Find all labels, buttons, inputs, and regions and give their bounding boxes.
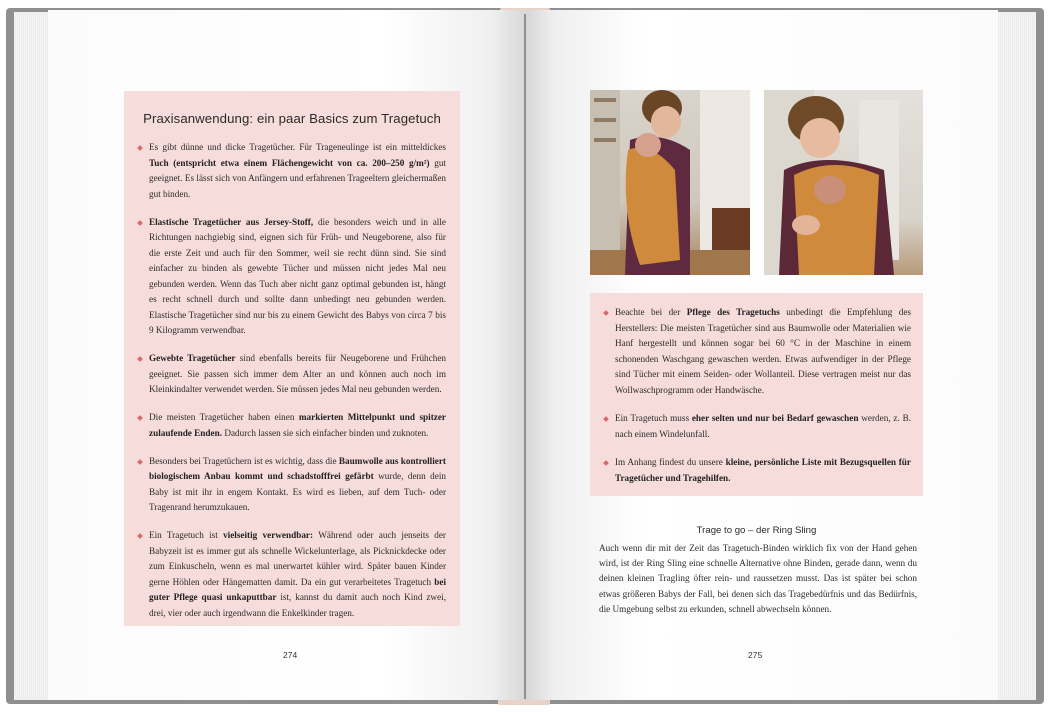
- care-box: [590, 293, 923, 496]
- text-run: unbedingt die Empfehlung des Herstellers: Die meisten Tragetücher sind aus Baumwolle oder Materialien wie Hanf hergestellt und können sogar bei 60 °C in der Maschine in einem schonenden Waschgang gewaschen werden. Etwas aufwendiger in der Pflege sind Tücher mit einem Seiden- oder Wollanteil. Diese vertragen meist nur das Wollwaschprogramm oder Handwäsche.: [615, 307, 911, 395]
- bullet-item: [138, 528, 446, 621]
- text-run: Beachte bei der: [615, 307, 687, 317]
- section-heading: Trage to go – der Ring Sling: [696, 525, 817, 536]
- bullet-item: [138, 351, 446, 398]
- page-edges-right: [996, 12, 1036, 700]
- text-run: Ein Tragetuch muss: [615, 413, 692, 423]
- text-run: Dadurch lassen sie sich einfacher binden und zuknoten.: [222, 427, 429, 438]
- text-run: Besonders bei Tragetüchern ist es wichtig, dass die: [149, 455, 339, 466]
- right-bullet-list: [604, 305, 911, 486]
- practice-box: [124, 91, 460, 626]
- text-run: werden, z. B. nach einem Windelunfall.: [615, 413, 912, 439]
- text-run: sind ebenfalls bereits für Neugeborene und Frühchen geeignet. Sie passen sich immer dem Alter an und können auch noch im Kleinkindalter verwendet werden. Sie müssen jedes Mal neu gebunden werden.: [149, 353, 446, 394]
- bullet-item: [138, 454, 446, 516]
- bold-text: Gewebte Tragetücher: [149, 353, 236, 363]
- bold-text: vielseitig verwendbar:: [223, 530, 314, 540]
- photo-2-illustration: [764, 90, 923, 275]
- bullet-item: [604, 411, 911, 442]
- bullet-item: [138, 140, 446, 202]
- bold-text: eher selten und nur bei Bedarf gewaschen: [691, 413, 859, 423]
- photo-father-carrying-baby-side: [590, 90, 750, 275]
- left-bullet-list: [138, 140, 446, 621]
- bold-text: Tuch (entspricht etwa einem Flächengewicht von ca. 200–250 g/m²): [149, 157, 430, 168]
- page-number-right: 275: [748, 650, 763, 660]
- text-run: Während oder auch jenseits der Babyzeit ist es immer gut als schnelle Wickelunterlage, als Picknickdecke oder zum Einkuscheln, wenn es mal unerwartet kühler wird. Später bauen Kinder gerne Höhlen oder Hängematten damit. Da ein gut verarbeitetes Tragetuch: [149, 530, 446, 587]
- text-run: Es gibt dünne und dicke Tragetücher. Für Trageneulinge ist ein mitteldickes: [149, 142, 446, 152]
- text-run: Ein Tragetuch ist: [149, 530, 224, 540]
- text-run: Die meisten Tragetücher haben einen: [149, 412, 299, 422]
- bullet-item: [138, 215, 446, 339]
- photo-1-illustration: [590, 90, 750, 275]
- page-number-left: 274: [283, 650, 298, 660]
- text-run: die besonders weich und in alle Richtungen nachgiebig sind, eignen sich für Früh- und Neugeborene, also für die erste Zeit und auch für den Sommer, weil sie recht dünn sind. Sie sind einfacher zu binden als gewebte Tücher und müssen nicht jedes Mal neu gebunden werden. Wenn das Tuch aber nicht ganz optimal gebunden ist, hängt es recht schnell durch und sollte dann unbedingt neu gebunden werden. Elastische Tragetücher sind nur bis zu einem Gewicht des Babys von circa 7 bis 9 Kilogramm verwendbar.: [149, 216, 446, 335]
- bold-text: bei guter Pflege quasi unkaputtbar: [149, 576, 446, 602]
- bold-text: kleine, persönliche Liste mit Bezugsquellen für Tragetücher und Tragehilfen.: [615, 457, 911, 483]
- text-run: gut geeignet. Es lässt sich von Anfängern und erfahrenen Trageeltern gleichermaßen gut binden.: [149, 157, 446, 199]
- bullet-item: [604, 455, 911, 486]
- box-title: Praxisanwendung: ein paar Basics zum Tragetuch: [143, 111, 441, 126]
- bold-text: Baumwolle aus kontrolliert biologischem Anbau kommt und schadstofffrei gefärbt: [149, 455, 446, 481]
- bold-text: Pflege des Tragetuchs: [686, 307, 780, 317]
- text-run: Im Anhang findest du unsere: [615, 457, 726, 467]
- text-run: wurde, denn dein Baby ist mit ihr in engem Kontakt. Es wird es lieben, auf dem Tuch- oder Tragenrand herumzukauen.: [149, 471, 446, 512]
- photo-father-carrying-baby-front: [764, 90, 923, 275]
- bold-text: markierten Mittelpunkt und spitzer zulaufende Enden.: [149, 412, 447, 438]
- text-run: ist, kannst du damit auch noch Kind zwei, drei, vier oder auch irgendwann die Enkelkinder tragen.: [149, 592, 446, 618]
- bullet-item: [604, 305, 911, 398]
- bullet-item: [138, 410, 446, 441]
- bold-text: Elastische Tragetücher aus Jersey-Stoff,: [149, 216, 314, 227]
- section-body: Auch wenn dir mit der Zeit das Tragetuch-Binden wirklich fix von der Hand gehen wird, ist der Ring Sling eine schnelle Alternative ohne Binden, gerade dann, wenn du deinen kleinen Tragling öfter rein- und raussetzen musst. Das ist später bei schon etwas größeren Babys der Fall, bei denen sich das Tragebedürfnis und das Bedürfnis, die Umgebung selbst zu erkunden, schnell abwechseln können.: [599, 543, 917, 614]
